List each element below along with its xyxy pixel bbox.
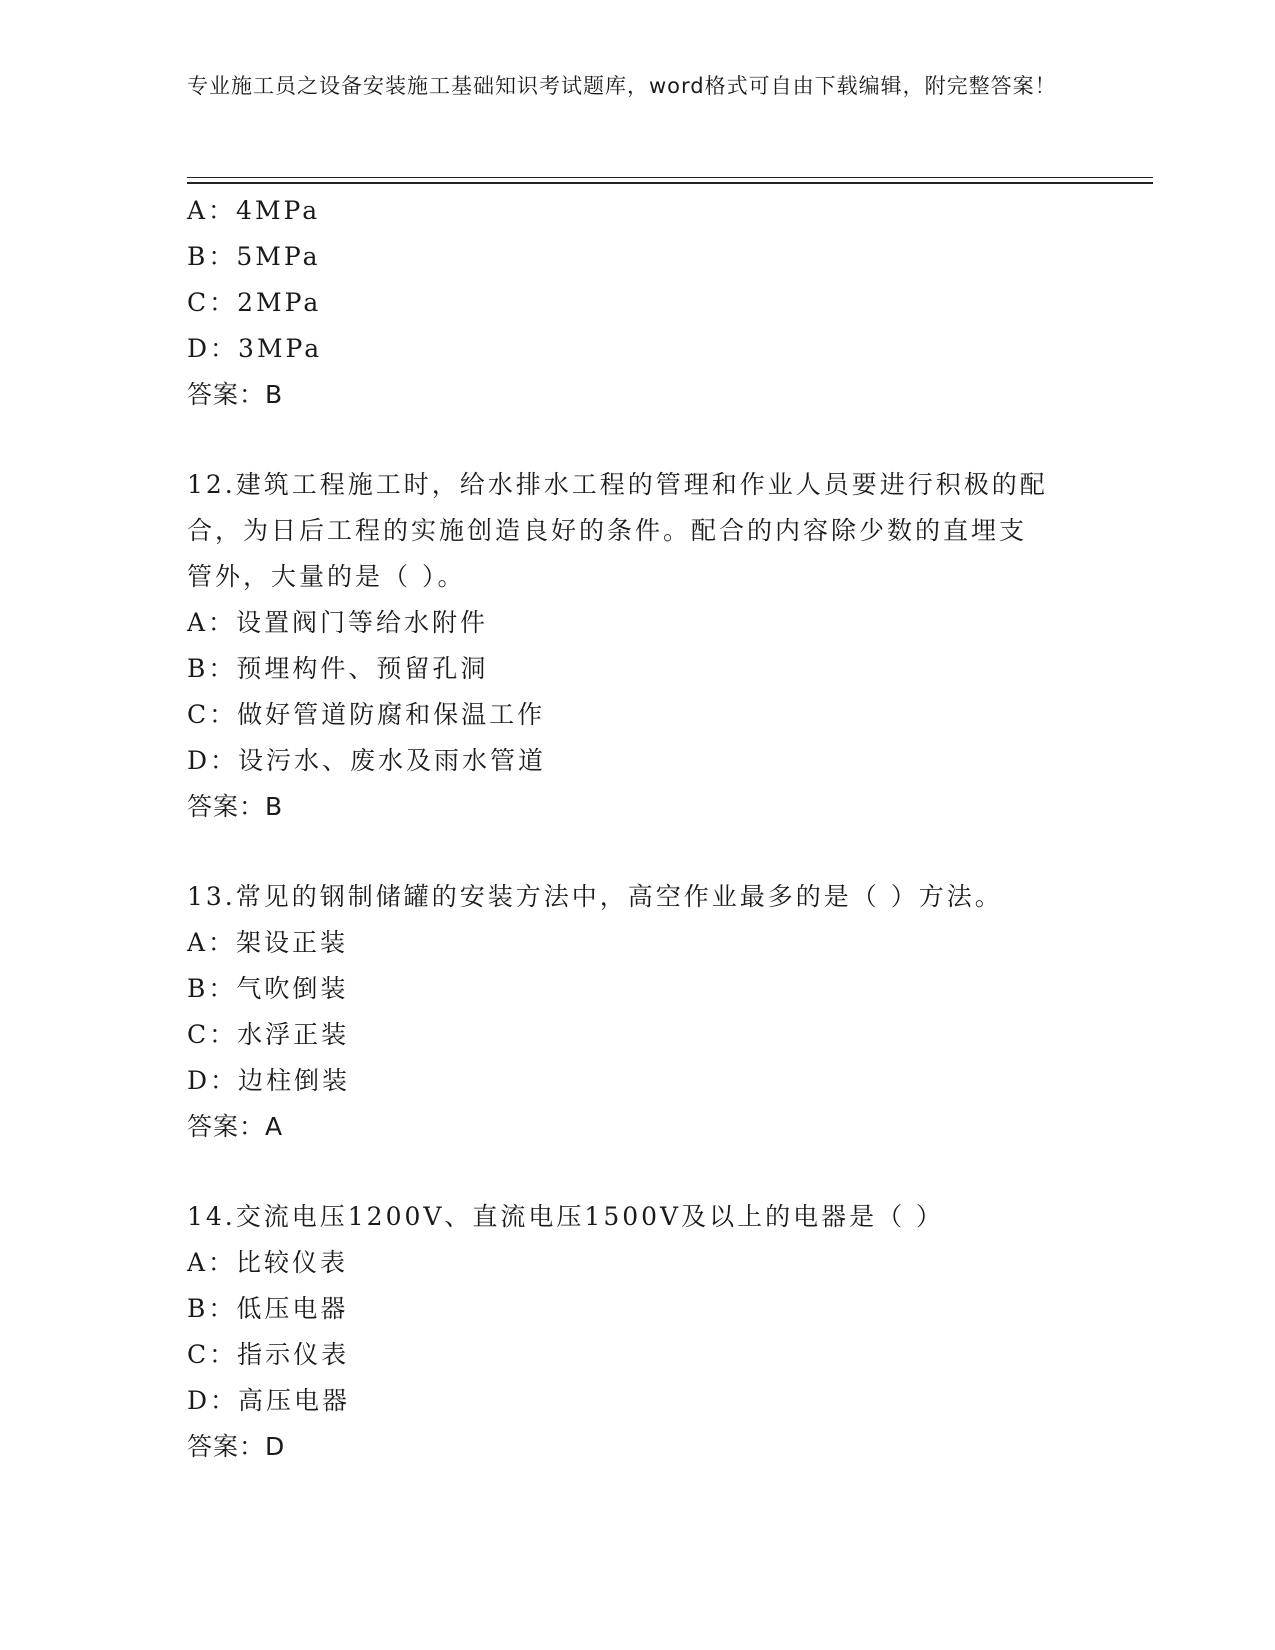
q12-option-c: C：做好管道防腐和保温工作 xyxy=(187,700,546,729)
q12-answer: 答案：B xyxy=(187,792,284,821)
q13-answer: 答案：A xyxy=(187,1112,284,1141)
q13-option-c: C：水浮正装 xyxy=(187,1020,350,1049)
q13-option-b: B：气吹倒装 xyxy=(187,974,349,1003)
q11-option-c: C：2MPa xyxy=(187,288,322,317)
q14-option-a: A：比较仪表 xyxy=(187,1248,349,1277)
header-rule-thin xyxy=(187,177,1153,178)
header-rule-thick xyxy=(187,182,1153,184)
q13-option-d: D：边柱倒装 xyxy=(187,1066,351,1095)
q11-option-a: A：4MPa xyxy=(187,196,321,225)
q12-option-b: B：预埋构件、预留孔洞 xyxy=(187,654,489,683)
q13-option-a: A：架设正装 xyxy=(187,928,349,957)
document-header: 专业施工员之设备安装施工基础知识考试题库，word格式可自由下载编辑，附完整答案！ xyxy=(187,74,1057,98)
q12-stem-line-2: 合，为日后工程的实施创造良好的条件。配合的内容除少数的直埋支 xyxy=(187,516,1028,545)
q12-stem-line-3: 管外，大量的是（ ）。 xyxy=(187,562,466,591)
q14-option-c: C：指示仪表 xyxy=(187,1340,350,1369)
q14-answer: 答案：D xyxy=(187,1432,286,1461)
q11-option-b: B：5MPa xyxy=(187,242,321,271)
q12-stem-line-1: 12.建筑工程施工时，给水排水工程的管理和作业人员要进行积极的配 xyxy=(187,470,1048,499)
q14-stem-line-1: 14.交流电压1200V、直流电压1500V及以上的电器是（ ） xyxy=(187,1202,945,1231)
q11-answer: 答案：B xyxy=(187,380,284,409)
q14-option-b: B：低压电器 xyxy=(187,1294,349,1323)
q11-option-d: D：3MPa xyxy=(187,334,323,363)
q13-stem-line-1: 13.常见的钢制储罐的安装方法中，高空作业最多的是（ ）方法。 xyxy=(187,882,1003,911)
q14-option-d: D：高压电器 xyxy=(187,1386,351,1415)
q12-option-d: D：设污水、废水及雨水管道 xyxy=(187,746,547,775)
q12-option-a: A：设置阀门等给水附件 xyxy=(187,608,489,637)
